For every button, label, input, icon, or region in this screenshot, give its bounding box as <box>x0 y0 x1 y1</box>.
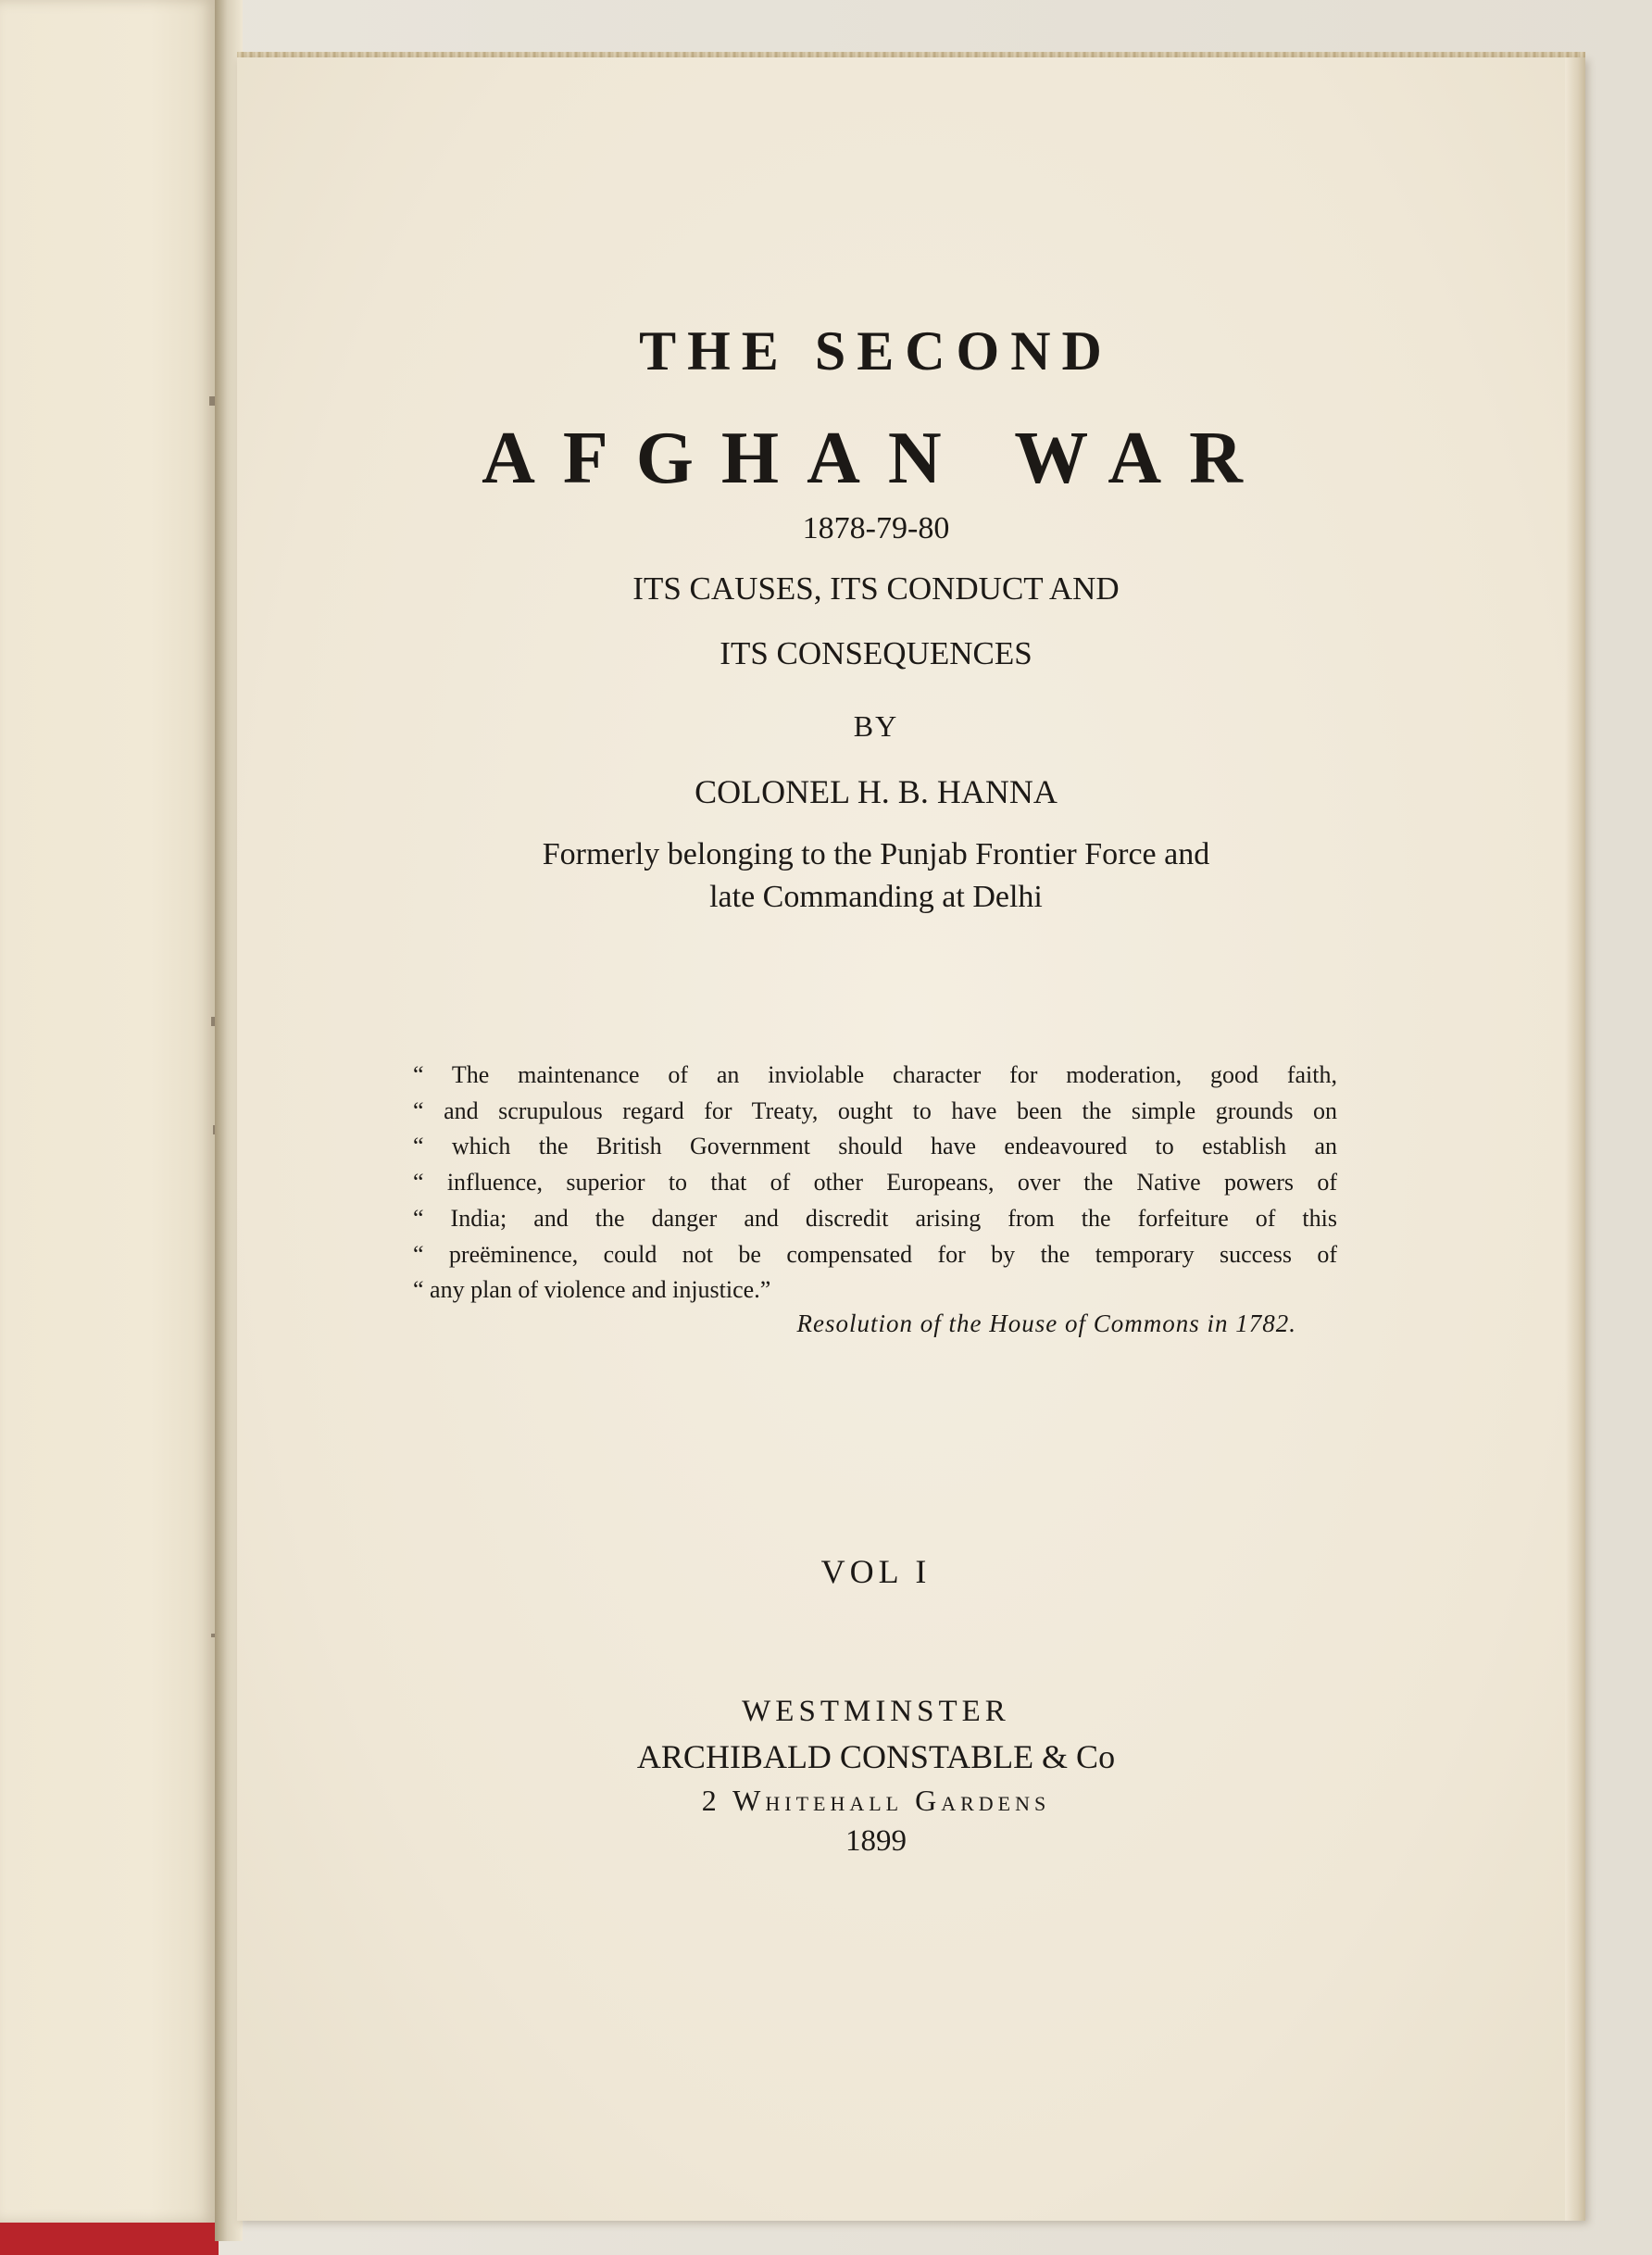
by-label: BY <box>853 709 899 743</box>
epigraph-line: “ and scrupulous regard for Treaty, ought to have been the simple grounds on <box>413 1096 1337 1124</box>
epigraph-line: “ India; and the danger and discredit arising from the forfeiture of this <box>413 1204 1337 1232</box>
publisher-name: ARCHIBALD CONSTABLE & Co <box>636 1738 1116 1775</box>
epigraph-line: “ any plan of violence and injustice.” <box>413 1276 771 1304</box>
subtitle-line-2: ITS CONSEQUENCES <box>720 635 1032 671</box>
author-name: COLONEL H. B. HANNA <box>695 773 1058 810</box>
publisher-city: WESTMINSTER <box>742 1695 1010 1728</box>
volume-label: VOL I <box>820 1553 932 1590</box>
page-right-edge <box>1565 57 1585 2221</box>
publisher-address <box>237 1784 1515 1818</box>
left-page <box>0 0 217 2223</box>
author-description-line-2: late Commanding at Delhi <box>709 880 1043 914</box>
epigraph-line: “ influence, superior to that of other Europeans, over the Native powers of <box>413 1169 1337 1196</box>
publication-year: 1899 <box>845 1824 907 1858</box>
title-line-2: AFGHAN WAR <box>482 418 1270 499</box>
epigraph-line: “ preëminence, could not be compensated for by the temporary success of <box>413 1240 1337 1268</box>
epigraph <box>413 1058 1337 1309</box>
publisher-address-text: 2 Whitehall Gardens <box>701 1784 1051 1817</box>
title-line-1: THE SECOND <box>639 320 1113 382</box>
subtitle-line-1: ITS CAUSES, ITS CONDUCT AND <box>632 570 1120 607</box>
years: 1878-79-80 <box>802 511 950 545</box>
epigraph-line: “ The maintenance of an inviolable character for moderation, good faith, <box>413 1061 1337 1088</box>
epigraph-attribution: Resolution of the House of Commons in 1782. <box>796 1309 1296 1337</box>
author-description-line-1: Formerly belonging to the Punjab Frontier Force and <box>542 837 1210 871</box>
epigraph-line: “ which the British Government should have endeavoured to establish an <box>413 1133 1337 1160</box>
